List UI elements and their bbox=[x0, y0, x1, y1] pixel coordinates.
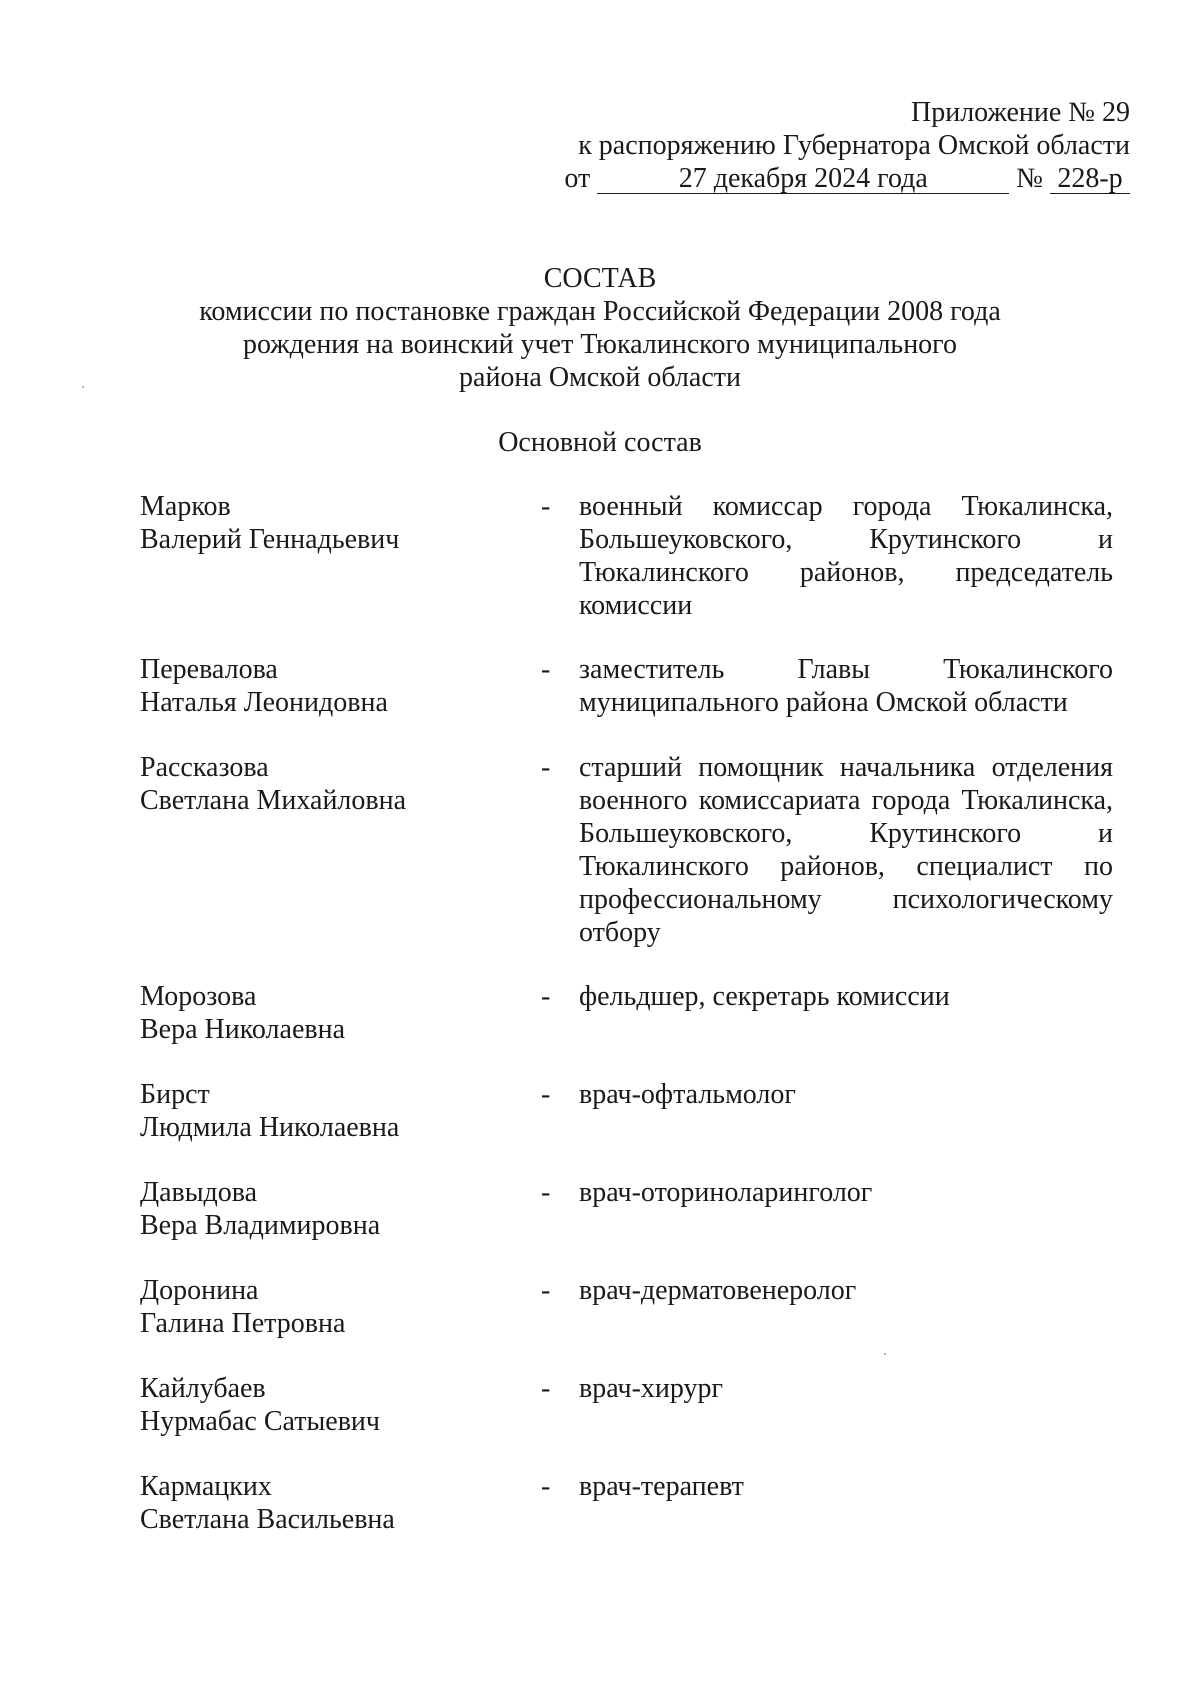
member-role: заместитель Главы Тюкалинского муниципального района Омской области bbox=[579, 654, 1113, 718]
annex-date: 27 декабря 2024 года bbox=[597, 165, 1009, 194]
section-heading: Основной состав bbox=[498, 427, 702, 458]
member-entry bbox=[140, 1078, 1120, 1176]
member-entry bbox=[140, 653, 1120, 751]
member-surname: Кайлубаев bbox=[140, 1373, 266, 1404]
member-entry bbox=[140, 1176, 1120, 1274]
member-role: врач-офтальмолог bbox=[579, 1079, 796, 1110]
annex-number-label: № bbox=[1016, 163, 1043, 194]
member-surname: Перевалова bbox=[140, 654, 278, 685]
dash-separator: - bbox=[541, 1373, 551, 1404]
member-name bbox=[140, 490, 540, 556]
dash-separator: - bbox=[541, 654, 551, 685]
member-entry bbox=[140, 1372, 1120, 1470]
member-name bbox=[140, 1372, 540, 1438]
member-name bbox=[140, 980, 540, 1046]
annex-reference: к распоряжению Губернатора Омской области bbox=[578, 130, 1130, 161]
member-entry bbox=[140, 1274, 1120, 1372]
member-surname: Давыдова bbox=[140, 1177, 258, 1208]
dash-separator: - bbox=[541, 1177, 551, 1208]
dash-separator: - bbox=[541, 981, 551, 1012]
member-name bbox=[140, 1176, 540, 1242]
scan-speck bbox=[884, 1353, 886, 1355]
member-name bbox=[140, 653, 540, 719]
annex-number: 228-р bbox=[1050, 165, 1130, 194]
member-name bbox=[140, 1078, 540, 1144]
member-role: врач-дерматовенеролог bbox=[579, 1275, 857, 1306]
annex-from-label: от bbox=[564, 163, 591, 194]
dash-separator: - bbox=[541, 1275, 551, 1306]
dash-separator: - bbox=[541, 1471, 551, 1502]
title-line-2: рождения на воинский учет Тюкалинского муниципального bbox=[243, 329, 957, 360]
annex-title: Приложение № 29 bbox=[911, 97, 1130, 128]
member-given-name: Наталья Леонидовна bbox=[140, 687, 388, 718]
member-given-name: Валерий Геннадьевич bbox=[140, 524, 400, 555]
member-given-name: Галина Петровна bbox=[140, 1308, 346, 1339]
member-given-name: Вера Николаевна bbox=[140, 1014, 346, 1045]
document-title bbox=[150, 262, 1050, 394]
member-entry bbox=[140, 980, 1120, 1078]
member-surname: Рассказова bbox=[140, 752, 269, 783]
title-heading: СОСТАВ bbox=[543, 263, 657, 294]
member-given-name: Вера Владимировна bbox=[140, 1210, 381, 1241]
member-role: старший помощник начальника отделения военного комиссариата города Тюкалинска, Большеуковского, Крутинского и Тюкалинского районов, специалист по профессиональному психологическому отбору bbox=[579, 752, 1113, 948]
member-name bbox=[140, 1274, 540, 1340]
dash-separator: - bbox=[541, 1079, 551, 1110]
member-surname: Морозова bbox=[140, 981, 257, 1012]
member-entry bbox=[140, 1470, 1120, 1568]
member-name bbox=[140, 751, 540, 817]
member-role: врач-оториноларинголог bbox=[579, 1177, 873, 1208]
annex-date-line bbox=[564, 162, 1130, 195]
member-entry bbox=[140, 751, 1120, 980]
annex-block bbox=[564, 96, 1130, 195]
member-surname: Кармацких bbox=[140, 1471, 272, 1502]
member-surname: Бирст bbox=[140, 1079, 210, 1110]
dash-separator: - bbox=[541, 752, 551, 783]
member-surname: Марков bbox=[140, 491, 231, 522]
member-role: фельдшер, секретарь комиссии bbox=[579, 981, 950, 1012]
scan-speck bbox=[82, 386, 84, 388]
member-name bbox=[140, 1470, 540, 1536]
member-given-name: Светлана Васильевна bbox=[140, 1504, 395, 1535]
member-role: врач-хирург bbox=[579, 1373, 724, 1404]
member-role: военный комиссар города Тюкалинска, Большеуковского, Крутинского и Тюкалинского районов, председатель комиссии bbox=[579, 491, 1113, 621]
member-surname: Доронина bbox=[140, 1275, 259, 1306]
member-given-name: Людмила Николаевна bbox=[140, 1112, 400, 1143]
member-given-name: Светлана Михайловна bbox=[140, 785, 407, 816]
member-given-name: Нурмабас Сатыевич bbox=[140, 1406, 380, 1437]
members-list bbox=[140, 490, 1120, 1568]
title-line-1: комиссии по постановке граждан Российской Федерации 2008 года bbox=[199, 296, 1001, 327]
member-role: врач-терапевт bbox=[579, 1471, 744, 1502]
member-entry bbox=[140, 490, 1120, 653]
dash-separator: - bbox=[541, 491, 551, 522]
title-line-3: района Омской области bbox=[459, 362, 741, 393]
